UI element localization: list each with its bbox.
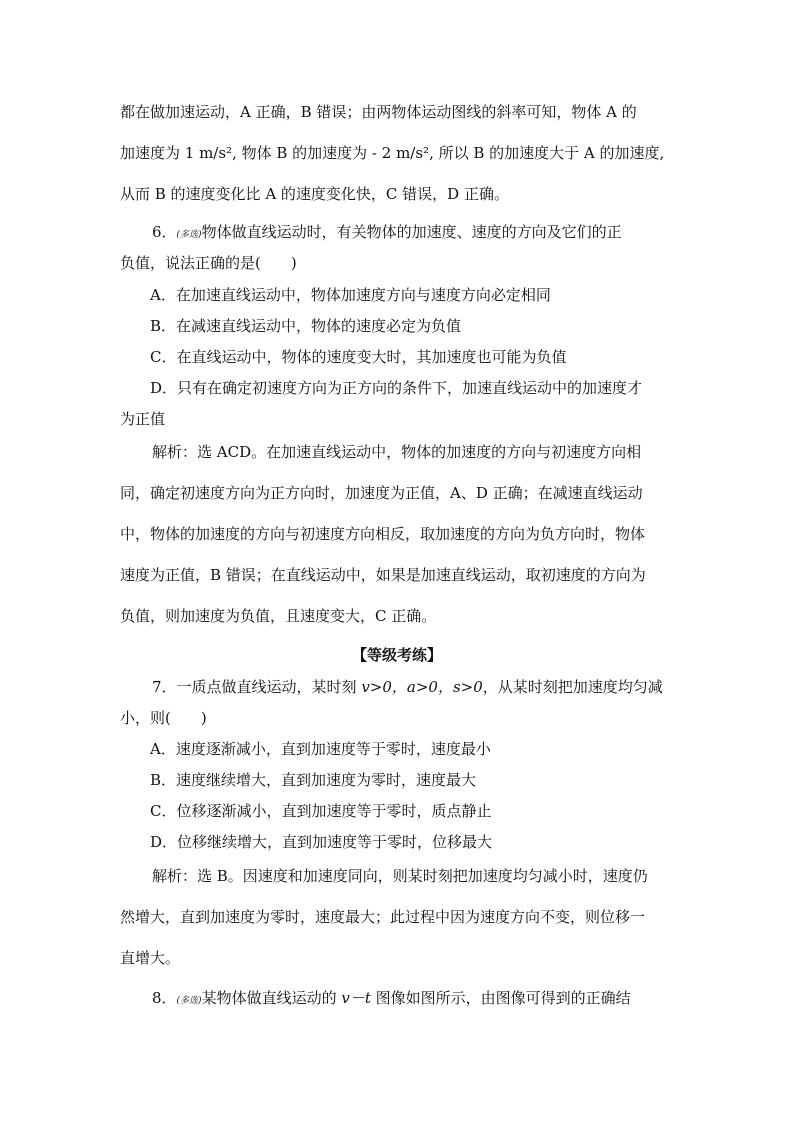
analysis-line: 解析：选 ACD。在加速直线运动中，物体的加速度的方向与初速度方向相 [152,443,642,461]
question-6-stem [152,222,622,245]
question-number: 8． [152,989,177,1007]
option-b: B．速度继续增大，直到加速度为零时，速度最大 [150,771,477,789]
option-a: A．在加速直线运动中，物体加速度方向与速度方向必定相同 [150,286,551,304]
question-variables: v－t [341,989,371,1007]
multiple-choice-tag: (多选) [176,996,202,1006]
question-6-stem-cont: 负值，说法正确的是( ) [120,254,297,272]
question-variables: v>0，a>0，s>0 [361,678,483,696]
question-text: 物体做直线运动时，有关物体的加速度、速度的方向及它们的正 [201,223,622,241]
paragraph-line: 加速度为 1 m/s², 物体 B 的加速度为 - 2 m/s², 所以 B 的加速度大于 A 的加速度, [120,144,665,162]
multiple-choice-tag: (多选) [176,230,202,240]
analysis-line: 速度为正值，B 错误；在直线运动中，如果是加速直线运动，取初速度的方向为 [120,566,646,584]
option-d: D．只有在确定初速度方向为正方向的条件下，加速直线运动中的加速度才 [150,379,643,397]
analysis-line: 解析：选 B。因速度和加速度同向，则某时刻把加速度均匀减小时，速度仍 [152,867,648,885]
option-d: D．位移继续增大，直到加速度等于零时，位移最大 [150,833,493,851]
option-b: B．在减速直线运动中，物体的速度必定为负值 [150,317,462,335]
paragraph-line: 都在做加速运动，A 正确，B 错误；由两物体运动图线的斜率可知，物体 A 的 [120,103,637,121]
question-text: 某物体做直线运动的 [201,989,342,1007]
question-7-stem-cont: 小，则( ) [120,709,207,727]
analysis-line: 直增大。 [120,949,181,967]
question-number: 6． [152,223,177,241]
section-title: 【等级考练】 [351,646,442,664]
option-a: A．速度逐渐减小，直到加速度等于零时，速度最小 [150,740,491,758]
analysis-line: 中，物体的加速度的方向与初速度方向相反，取加速度的方向为负方向时，物体 [120,525,646,543]
analysis-line: 同，确定初速度方向为正方向时，加速度为正值，A、D 正确；在减速直线运动 [120,484,643,502]
option-c: C．在直线运动中，物体的速度变大时，其加速度也可能为负值 [150,348,567,366]
question-text: ，从某时刻把加速度均匀减 [482,678,663,696]
question-7-stem [152,677,663,697]
question-8-stem [152,988,631,1011]
option-c: C．位移逐渐减小，直到加速度等于零时，质点静止 [150,802,492,820]
analysis-line: 负值，则加速度为负值，且速度变大，C 正确。 [120,607,437,625]
paragraph-line: 从而 B 的速度变化比 A 的速度变化快，C 错误，D 正确。 [120,185,509,203]
question-text: 图像如图所示，由图像可得到的正确结 [370,989,631,1007]
analysis-line: 然增大，直到加速度为零时，速度最大；此过程中因为速度方向不变，则位移一 [120,908,646,926]
question-text: 7．一质点做直线运动，某时刻 [152,678,362,696]
option-d-cont: 为正值 [120,410,166,428]
